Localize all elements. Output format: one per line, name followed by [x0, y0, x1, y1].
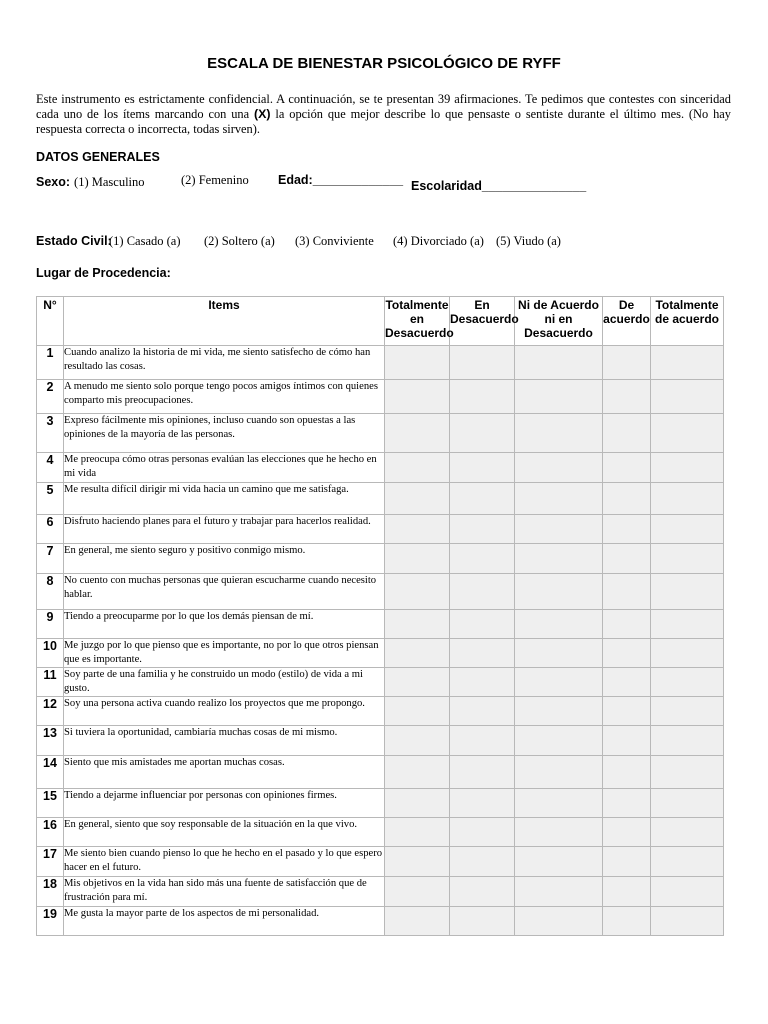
answer-cell-de-acuerdo[interactable] — [603, 610, 651, 639]
answer-cell-de-acuerdo[interactable] — [603, 453, 651, 483]
item-text: Me juzgo por lo que pienso que es importante, no por lo que otros piensan que es importante. — [64, 639, 385, 668]
answer-cell-en-desacuerdo[interactable] — [450, 380, 515, 414]
answer-cell-de-acuerdo[interactable] — [603, 726, 651, 756]
datos-generales-heading: DATOS GENERALES — [36, 150, 160, 164]
answer-cell-totalmente-desacuerdo[interactable] — [385, 847, 450, 877]
answer-cell-totalmente-desacuerdo[interactable] — [385, 515, 450, 544]
answer-cell-en-desacuerdo[interactable] — [450, 697, 515, 726]
answer-cell-ni-acuerdo[interactable] — [515, 877, 603, 907]
answer-cell-en-desacuerdo[interactable] — [450, 483, 515, 515]
answer-cell-en-desacuerdo[interactable] — [450, 668, 515, 697]
answer-cell-en-desacuerdo[interactable] — [450, 610, 515, 639]
item-text: Tiendo a dejarme influenciar por personas con opiniones firmes. — [64, 789, 385, 818]
answer-cell-en-desacuerdo[interactable] — [450, 877, 515, 907]
table-row — [37, 380, 724, 414]
answer-cell-ni-acuerdo[interactable] — [515, 380, 603, 414]
answer-cell-totalmente-acuerdo[interactable] — [651, 697, 724, 726]
sexo-label: Sexo: — [36, 175, 71, 189]
table-row — [37, 697, 724, 726]
answer-cell-totalmente-acuerdo[interactable] — [651, 346, 724, 380]
answer-cell-de-acuerdo[interactable] — [603, 756, 651, 789]
item-number: 19 — [37, 907, 64, 936]
table-row — [37, 877, 724, 907]
answer-cell-de-acuerdo[interactable] — [603, 544, 651, 574]
answer-cell-totalmente-desacuerdo[interactable] — [385, 818, 450, 847]
answer-cell-de-acuerdo[interactable] — [603, 668, 651, 697]
item-number: 9 — [37, 610, 64, 639]
answer-cell-en-desacuerdo[interactable] — [450, 544, 515, 574]
answer-cell-de-acuerdo[interactable] — [603, 877, 651, 907]
answer-cell-totalmente-desacuerdo[interactable] — [385, 483, 450, 515]
answer-cell-ni-acuerdo[interactable] — [515, 414, 603, 453]
answer-cell-totalmente-desacuerdo[interactable] — [385, 668, 450, 697]
sexo-option-femenino[interactable]: (2) Femenino — [181, 173, 249, 187]
answer-cell-totalmente-acuerdo[interactable] — [651, 380, 724, 414]
answer-cell-en-desacuerdo[interactable] — [450, 574, 515, 610]
answer-cell-totalmente-acuerdo[interactable] — [651, 515, 724, 544]
item-text: No cuento con muchas personas que quieran escucharme cuando necesito hablar. — [64, 574, 385, 610]
answer-cell-de-acuerdo[interactable] — [603, 380, 651, 414]
intro-text-1: Este instrumento es estrictamente confidencial. A continuación, se te presentan 39 afirmaciones. Te pedimos que contestes con sinceridad cada uno de los ítems marcando con una — [36, 92, 731, 121]
item-text: Me preocupa cómo otras personas evalúan las elecciones que he hecho en mi vida — [64, 453, 385, 483]
item-text: Siento que mis amistades me aportan muchas cosas. — [64, 756, 385, 789]
table-row — [37, 756, 724, 789]
estado-civil-option-conviviente[interactable]: (3) Conviviente — [295, 234, 374, 248]
estado-civil-option-viudo[interactable]: (5) Viudo (a) — [496, 234, 561, 248]
answer-cell-totalmente-acuerdo[interactable] — [651, 574, 724, 610]
answer-cell-en-desacuerdo[interactable] — [450, 726, 515, 756]
table-row — [37, 515, 724, 544]
answer-cell-en-desacuerdo[interactable] — [450, 515, 515, 544]
table-row — [37, 818, 724, 847]
answer-cell-ni-acuerdo[interactable] — [515, 697, 603, 726]
answer-cell-totalmente-desacuerdo[interactable] — [385, 610, 450, 639]
header-ni-acuerdo: Ni de Acuerdo ni en Desacuerdo — [515, 297, 603, 346]
answer-cell-en-desacuerdo[interactable] — [450, 818, 515, 847]
item-number: 18 — [37, 877, 64, 907]
answer-cell-totalmente-desacuerdo[interactable] — [385, 756, 450, 789]
item-number: 16 — [37, 818, 64, 847]
answer-cell-ni-acuerdo[interactable] — [515, 639, 603, 668]
item-number: 7 — [37, 544, 64, 574]
table-row — [37, 544, 724, 574]
item-text: Disfruto haciendo planes para el futuro y trabajar para hacerlos realidad. — [64, 515, 385, 544]
item-text: Si tuviera la oportunidad, cambiaría muchas cosas de mi mismo. — [64, 726, 385, 756]
answer-cell-en-desacuerdo[interactable] — [450, 907, 515, 936]
table-row — [37, 726, 724, 756]
item-number: 11 — [37, 668, 64, 697]
item-number: 13 — [37, 726, 64, 756]
answer-cell-ni-acuerdo[interactable] — [515, 515, 603, 544]
sexo-field — [36, 173, 145, 191]
item-number: 1 — [37, 346, 64, 380]
item-number: 12 — [37, 697, 64, 726]
answer-cell-ni-acuerdo[interactable] — [515, 907, 603, 936]
item-text: Tiendo a preocuparme por lo que los demás piensan de mí. — [64, 610, 385, 639]
header-totalmente-acuerdo: Totalmente de acuerdo — [651, 297, 724, 346]
item-text: Mis objetivos en la vida han sido más una fuente de satisfacción que de frustración para mí. — [64, 877, 385, 907]
answer-cell-de-acuerdo[interactable] — [603, 414, 651, 453]
page-title: ESCALA DE BIENESTAR PSICOLÓGICO DE RYFF — [207, 55, 561, 72]
answer-cell-ni-acuerdo[interactable] — [515, 668, 603, 697]
table-row — [37, 639, 724, 668]
answer-cell-en-desacuerdo[interactable] — [450, 847, 515, 877]
answer-cell-ni-acuerdo[interactable] — [515, 789, 603, 818]
item-text: Me resulta difícil dirigir mi vida hacia un camino que me satisfaga. — [64, 483, 385, 515]
items-table — [36, 296, 724, 936]
table-header-row — [37, 297, 724, 346]
answer-cell-totalmente-acuerdo[interactable] — [651, 818, 724, 847]
item-number: 17 — [37, 847, 64, 877]
item-number: 5 — [37, 483, 64, 515]
answer-cell-totalmente-desacuerdo[interactable] — [385, 453, 450, 483]
item-text: En general, siento que soy responsable de la situación en la que vivo. — [64, 818, 385, 847]
answer-cell-totalmente-desacuerdo[interactable] — [385, 639, 450, 668]
answer-cell-ni-acuerdo[interactable] — [515, 756, 603, 789]
item-number: 15 — [37, 789, 64, 818]
answer-cell-totalmente-desacuerdo[interactable] — [385, 346, 450, 380]
answer-cell-en-desacuerdo[interactable] — [450, 789, 515, 818]
answer-cell-ni-acuerdo[interactable] — [515, 847, 603, 877]
answer-cell-totalmente-acuerdo[interactable] — [651, 847, 724, 877]
answer-cell-ni-acuerdo[interactable] — [515, 483, 603, 515]
answer-cell-totalmente-acuerdo[interactable] — [651, 877, 724, 907]
item-number: 6 — [37, 515, 64, 544]
answer-cell-ni-acuerdo[interactable] — [515, 574, 603, 610]
escolaridad-field[interactable]: Escolaridad_______________ — [411, 179, 587, 193]
table-row — [37, 847, 724, 877]
header-items: Items — [64, 297, 385, 346]
answer-cell-totalmente-desacuerdo[interactable] — [385, 907, 450, 936]
item-number: 2 — [37, 380, 64, 414]
answer-cell-de-acuerdo[interactable] — [603, 789, 651, 818]
answer-cell-de-acuerdo[interactable] — [603, 346, 651, 380]
item-number: 10 — [37, 639, 64, 668]
table-row — [37, 483, 724, 515]
answer-cell-totalmente-desacuerdo[interactable] — [385, 789, 450, 818]
table-row — [37, 574, 724, 610]
answer-cell-totalmente-desacuerdo[interactable] — [385, 380, 450, 414]
answer-cell-totalmente-acuerdo[interactable] — [651, 610, 724, 639]
intro-text-2: la opción que mejor describe lo que pensaste o sentiste durante el último mes. (No hay respuesta correcta o incorrecta, todas sirven). — [36, 107, 731, 136]
answer-cell-totalmente-desacuerdo[interactable] — [385, 697, 450, 726]
header-totalmente-desacuerdo: Totalmente en Desacuerdo — [385, 297, 450, 346]
intro-paragraph — [36, 92, 731, 137]
answer-cell-en-desacuerdo[interactable] — [450, 756, 515, 789]
table-row — [37, 414, 724, 453]
item-number: 4 — [37, 453, 64, 483]
item-text: Me gusta la mayor parte de los aspectos de mi personalidad. — [64, 907, 385, 936]
answer-cell-de-acuerdo[interactable] — [603, 483, 651, 515]
answer-cell-totalmente-acuerdo[interactable] — [651, 668, 724, 697]
table-row — [37, 610, 724, 639]
answer-cell-totalmente-acuerdo[interactable] — [651, 756, 724, 789]
item-text: Soy parte de una familia y he construido un modo (estilo) de vida a mi gusto. — [64, 668, 385, 697]
edad-field[interactable]: Edad:_____________ — [278, 173, 404, 187]
answer-cell-ni-acuerdo[interactable] — [515, 346, 603, 380]
answer-cell-totalmente-desacuerdo[interactable] — [385, 574, 450, 610]
answer-cell-totalmente-acuerdo[interactable] — [651, 789, 724, 818]
answer-cell-de-acuerdo[interactable] — [603, 847, 651, 877]
header-num: N° — [37, 297, 64, 346]
header-en-desacuerdo: En Desacuerdo — [450, 297, 515, 346]
answer-cell-totalmente-desacuerdo[interactable] — [385, 877, 450, 907]
answer-cell-totalmente-acuerdo[interactable] — [651, 639, 724, 668]
table-row — [37, 907, 724, 936]
answer-cell-en-desacuerdo[interactable] — [450, 346, 515, 380]
answer-cell-en-desacuerdo[interactable] — [450, 639, 515, 668]
answer-cell-de-acuerdo[interactable] — [603, 515, 651, 544]
estado-civil-option-casado[interactable]: (1) Casado (a) — [109, 234, 181, 248]
answer-cell-ni-acuerdo[interactable] — [515, 818, 603, 847]
table-row — [37, 789, 724, 818]
answer-cell-en-desacuerdo[interactable] — [450, 414, 515, 453]
answer-cell-de-acuerdo[interactable] — [603, 818, 651, 847]
answer-cell-de-acuerdo[interactable] — [603, 697, 651, 726]
answer-cell-totalmente-acuerdo[interactable] — [651, 453, 724, 483]
item-text: Soy una persona activa cuando realizo los proyectos que me propongo. — [64, 697, 385, 726]
estado-civil-option-soltero[interactable]: (2) Soltero (a) — [204, 234, 275, 248]
item-text: Cuando analizo la historia de mi vida, me siento satisfecho de cómo han resultado las cosas. — [64, 346, 385, 380]
answer-cell-totalmente-desacuerdo[interactable] — [385, 726, 450, 756]
answer-cell-totalmente-desacuerdo[interactable] — [385, 414, 450, 453]
table-row — [37, 346, 724, 380]
answer-cell-totalmente-acuerdo[interactable] — [651, 483, 724, 515]
table-row — [37, 453, 724, 483]
estado-civil-label: Estado Civil: — [36, 234, 112, 248]
item-number: 8 — [37, 574, 64, 610]
answer-cell-ni-acuerdo[interactable] — [515, 610, 603, 639]
answer-cell-totalmente-acuerdo[interactable] — [651, 726, 724, 756]
sexo-option-masculino[interactable]: (1) Masculino — [74, 175, 145, 189]
item-number: 14 — [37, 756, 64, 789]
table-row — [37, 668, 724, 697]
answer-cell-ni-acuerdo[interactable] — [515, 726, 603, 756]
answer-cell-de-acuerdo[interactable] — [603, 574, 651, 610]
answer-cell-de-acuerdo[interactable] — [603, 907, 651, 936]
answer-cell-totalmente-acuerdo[interactable] — [651, 544, 724, 574]
answer-cell-en-desacuerdo[interactable] — [450, 453, 515, 483]
answer-cell-ni-acuerdo[interactable] — [515, 544, 603, 574]
answer-cell-de-acuerdo[interactable] — [603, 639, 651, 668]
answer-cell-totalmente-desacuerdo[interactable] — [385, 544, 450, 574]
item-text: A menudo me siento solo porque tengo pocos amigos íntimos con quienes comparto mis preocupaciones. — [64, 380, 385, 414]
answer-cell-totalmente-acuerdo[interactable] — [651, 414, 724, 453]
answer-cell-ni-acuerdo[interactable] — [515, 453, 603, 483]
item-text: Me siento bien cuando pienso lo que he hecho en el pasado y lo que espero hacer en el futuro. — [64, 847, 385, 877]
estado-civil-option-divorciado[interactable]: (4) Divorciado (a) — [393, 234, 484, 248]
item-text: En general, me siento seguro y positivo conmigo mismo. — [64, 544, 385, 574]
lugar-procedencia-field[interactable]: Lugar de Procedencia: — [36, 266, 171, 280]
intro-mark: (X) — [254, 107, 271, 121]
table-body — [37, 346, 724, 936]
header-de-acuerdo: De acuerdo — [603, 297, 651, 346]
item-text: Expreso fácilmente mis opiniones, incluso cuando son opuestas a las opiniones de la mayoría de las personas. — [64, 414, 385, 453]
item-number: 3 — [37, 414, 64, 453]
answer-cell-totalmente-acuerdo[interactable] — [651, 907, 724, 936]
